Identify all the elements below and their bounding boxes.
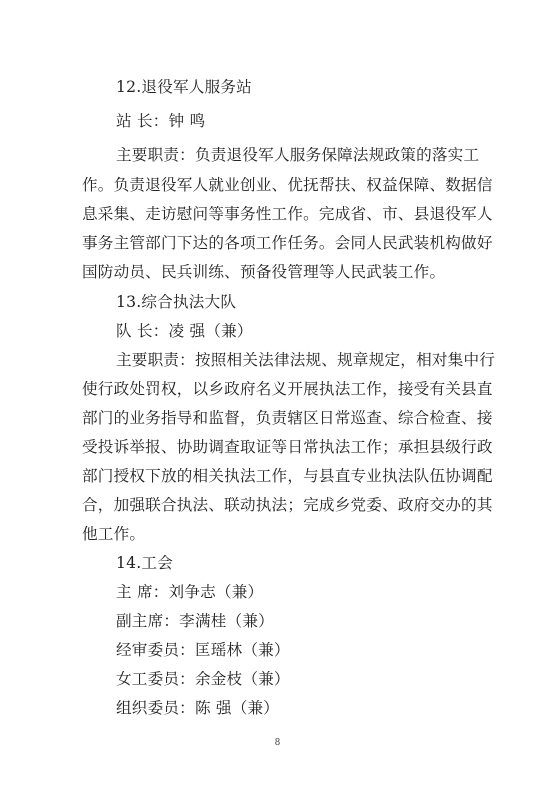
union-member: 副主席：李满桂（兼）	[116, 612, 274, 630]
section-12-duty-line: 主要职责：负责退役军人服务保障法规政策的落实工	[116, 146, 480, 164]
section-13-duty-line: 使行政处罚权，以乡政府名义开展执法工作，接受有关县直	[82, 380, 493, 398]
section-13-duty-line: 部门授权下放的相关执法工作，与县直专业执法队伍协调配	[82, 467, 493, 485]
section-12-title: 12.退役军人服务站	[116, 78, 252, 96]
section-12-duty-line: 作。负责退役军人就业创业、优抚帮扶、权益保障、数据信	[82, 176, 493, 194]
union-member: 女工委员：余金枝（兼）	[116, 670, 290, 688]
section-13-duty-line: 他工作。	[82, 525, 146, 543]
section-12-duty-line: 事务主管部门下达的各项工作任务。会同人民武装机构做好	[82, 234, 493, 252]
union-member: 组织委员：陈 强（兼）	[116, 699, 280, 717]
section-13-duty-line: 受投诉举报、协助调查取证等日常执法工作；承担县级行政	[82, 438, 493, 456]
section-13-duty-line: 主要职责：按照相关法律法规、规章规定，相对集中行	[116, 351, 496, 369]
section-14-title: 14.工会	[116, 554, 173, 572]
section-12-duty-line: 国防动员、民兵训练、预备役管理等人民武装工作。	[82, 263, 446, 281]
union-member: 主 席：刘争志（兼）	[116, 583, 264, 601]
union-member: 经审委员：匡瑶林（兼）	[116, 641, 290, 659]
section-13-duty-line: 部门的业务指导和监督，负责辖区日常巡查、综合检查、接	[82, 409, 493, 427]
section-13-leader: 队 长：凌 强（兼）	[116, 322, 253, 340]
page-number: 8	[274, 738, 281, 748]
section-12-duty-line: 息采集、走访慰问等事务性工作。完成省、市、县退役军人	[82, 205, 493, 223]
section-13-duty-line: 合，加强联合执法、联动执法；完成乡党委、政府交办的其	[82, 496, 493, 514]
section-13-title: 13.综合执法大队	[116, 293, 237, 311]
section-12-leader: 站 长：钟 鸣	[116, 112, 206, 130]
